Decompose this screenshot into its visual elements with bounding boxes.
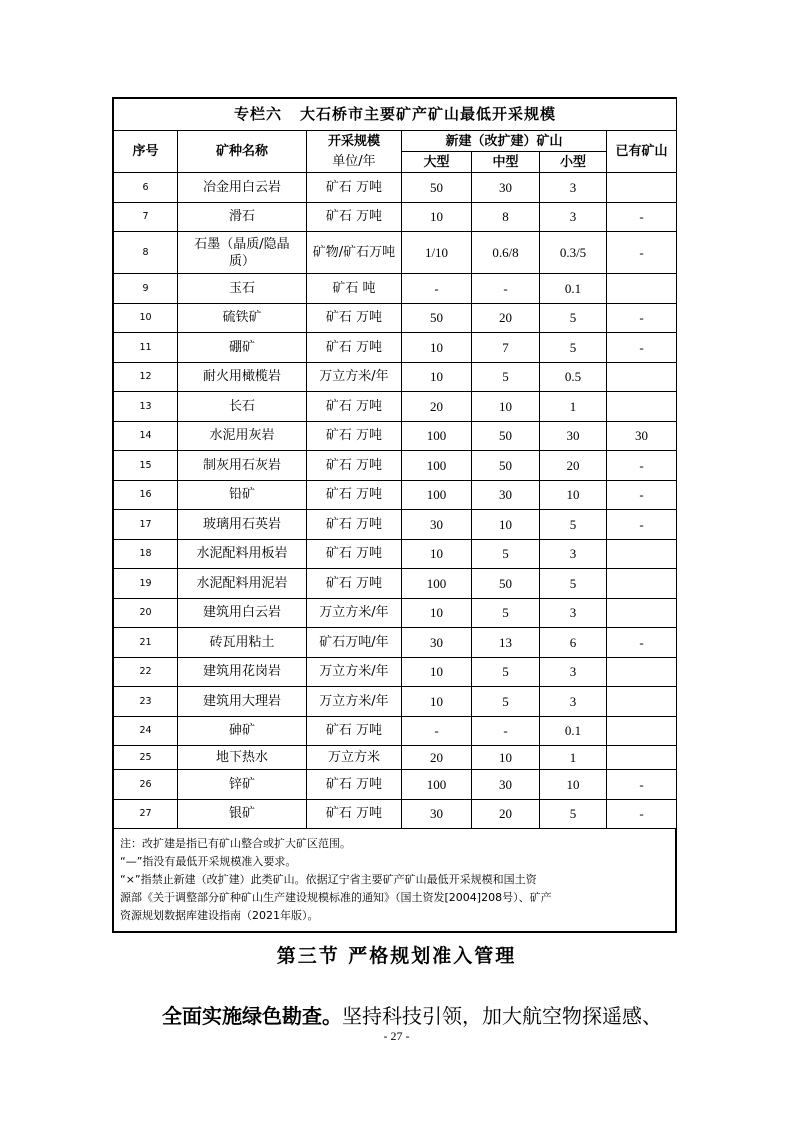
header-large: 大型 [402,152,472,173]
header-scale-line2: 单位/年 [307,152,402,173]
table-row [114,303,677,333]
table-row [114,392,677,422]
cell-no: 11 [114,333,178,363]
cell-medium: 10 [472,392,540,422]
cell-medium: 50 [472,569,540,599]
cell-small: 0.1 [540,716,607,746]
cell-medium: - [472,716,540,746]
cell-mineral-name: 建筑用大理岩 [178,687,307,717]
cell-medium: 13 [472,628,540,658]
note-line: “—”指没有最低开采规模准入要求。 [120,855,297,868]
table-row [114,362,677,392]
table-row [114,202,677,232]
cell-no: 9 [114,274,178,304]
cell-mineral-name: 地下热水 [178,746,307,770]
cell-unit: 矿石 万吨 [307,392,402,422]
table-body [114,173,677,829]
cell-existing [607,362,677,392]
cell-large: 10 [402,598,472,628]
table-row [114,628,677,658]
cell-unit: 矿石 万吨 [307,333,402,363]
table-row [114,451,677,481]
cell-mineral-name: 建筑用花岗岩 [178,657,307,687]
cell-existing: - [607,799,677,829]
cell-medium: 20 [472,303,540,333]
section-title: 第三节 严格规划准入管理 [276,945,517,967]
table-row [114,598,677,628]
cell-medium: 30 [472,173,540,203]
cell-unit: 矿石 万吨 [307,480,402,510]
cell-mineral-name: 硼矿 [178,333,307,363]
paragraph-lead: 全面实施绿色勘查。 [162,1004,342,1028]
cell-unit: 矿石 万吨 [307,716,402,746]
cell-unit: 矿石 万吨 [307,173,402,203]
header-medium: 中型 [472,152,540,173]
cell-medium: 10 [472,746,540,770]
cell-small: 5 [540,303,607,333]
cell-large: 100 [402,770,472,800]
note-line: 资源规划数据库建设指南（2021年版）。 [120,909,319,922]
cell-large: - [402,716,472,746]
cell-existing: - [607,510,677,540]
header-scale-line1: 开采规模 [307,131,402,152]
cell-medium: 5 [472,598,540,628]
cell-large: 30 [402,628,472,658]
cell-large: 100 [402,480,472,510]
cell-mineral-name: 水泥配料用板岩 [178,539,307,569]
cell-small: 5 [540,569,607,599]
note-line: “×”指禁止新建（改扩建）此类矿山。依据辽宁省主要矿产矿山最低开采规模和国土资 [120,873,537,886]
cell-large: - [402,274,472,304]
cell-mineral-name: 锌矿 [178,770,307,800]
cell-mineral-name: 石墨（晶质/隐晶质） [178,232,307,274]
cell-mineral-name: 滑石 [178,202,307,232]
cell-existing [607,173,677,203]
cell-unit: 矿石 万吨 [307,421,402,451]
cell-large: 100 [402,451,472,481]
cell-no: 16 [114,480,178,510]
header-existing: 已有矿山 [607,131,677,173]
cell-no: 24 [114,716,178,746]
cell-small: 5 [540,333,607,363]
cell-no: 22 [114,657,178,687]
cell-unit: 矿石 万吨 [307,510,402,540]
table-row [114,569,677,599]
cell-mineral-name: 水泥用灰岩 [178,421,307,451]
table-row [114,421,677,451]
cell-no: 15 [114,451,178,481]
cell-unit: 矿石 万吨 [307,451,402,481]
cell-mineral-name: 玻璃用石英岩 [178,510,307,540]
table-row [114,510,677,540]
cell-small: 10 [540,770,607,800]
cell-existing: - [607,333,677,363]
cell-small: 5 [540,510,607,540]
cell-existing: - [607,480,677,510]
cell-medium: 5 [472,362,540,392]
mining-scale-table-frame [112,97,677,933]
cell-no: 10 [114,303,178,333]
cell-mineral-name: 水泥配料用泥岩 [178,569,307,599]
cell-unit: 矿石 万吨 [307,569,402,599]
cell-small: 6 [540,628,607,658]
cell-no: 12 [114,362,178,392]
cell-large: 30 [402,510,472,540]
cell-no: 25 [114,746,178,770]
cell-unit: 矿物/矿石万吨 [307,232,402,274]
cell-no: 27 [114,799,178,829]
cell-mineral-name: 制灰用石灰岩 [178,451,307,481]
cell-large: 10 [402,202,472,232]
cell-medium: 5 [472,657,540,687]
cell-no: 14 [114,421,178,451]
table-row [114,799,677,829]
cell-no: 19 [114,569,178,599]
cell-existing [607,569,677,599]
cell-medium: 5 [472,687,540,717]
cell-small: 3 [540,202,607,232]
cell-small: 0.1 [540,274,607,304]
cell-small: 1 [540,392,607,422]
cell-mineral-name: 冶金用白云岩 [178,173,307,203]
table-row [114,746,677,770]
cell-small: 3 [540,657,607,687]
cell-large: 30 [402,799,472,829]
cell-existing: - [607,451,677,481]
cell-large: 100 [402,421,472,451]
cell-large: 50 [402,173,472,203]
cell-existing: - [607,770,677,800]
cell-existing: - [607,303,677,333]
cell-unit: 万立方米/年 [307,657,402,687]
cell-large: 20 [402,392,472,422]
cell-mineral-name: 长石 [178,392,307,422]
cell-large: 1/10 [402,232,472,274]
cell-no: 18 [114,539,178,569]
cell-no: 13 [114,392,178,422]
note-line: 注：改扩建是指已有矿山整合或扩大矿区范围。 [120,837,351,850]
cell-no: 7 [114,202,178,232]
cell-existing [607,274,677,304]
cell-medium: 0.6/8 [472,232,540,274]
cell-existing: - [607,232,677,274]
cell-large: 10 [402,362,472,392]
cell-no: 20 [114,598,178,628]
cell-no: 6 [114,173,178,203]
cell-mineral-name: 铅矿 [178,480,307,510]
header-small: 小型 [540,152,607,173]
cell-large: 10 [402,687,472,717]
cell-unit: 矿石 万吨 [307,770,402,800]
table-row [114,173,677,203]
cell-large: 10 [402,657,472,687]
table-row [114,480,677,510]
cell-unit: 矿石 万吨 [307,202,402,232]
cell-medium: 7 [472,333,540,363]
page-number: - 27 - [383,1029,410,1043]
cell-no: 8 [114,232,178,274]
table-row [114,274,677,304]
cell-medium: 20 [472,799,540,829]
header-new-group: 新建（改扩建）矿山 [402,131,607,152]
cell-existing [607,687,677,717]
cell-no: 17 [114,510,178,540]
table-row [114,687,677,717]
mining-scale-table [113,98,677,829]
cell-existing [607,716,677,746]
cell-no: 26 [114,770,178,800]
cell-medium: 30 [472,770,540,800]
cell-large: 10 [402,539,472,569]
cell-unit: 万立方米 [307,746,402,770]
cell-unit: 矿石 万吨 [307,799,402,829]
cell-existing [607,539,677,569]
cell-small: 0.3/5 [540,232,607,274]
cell-small: 3 [540,539,607,569]
table-row [114,716,677,746]
cell-small: 0.5 [540,362,607,392]
table-row [114,333,677,363]
cell-medium: - [472,274,540,304]
cell-mineral-name: 银矿 [178,799,307,829]
header-seq: 序号 [114,131,178,173]
cell-unit: 万立方米/年 [307,362,402,392]
cell-unit: 矿石 吨 [307,274,402,304]
cell-mineral-name: 耐火用橄榄岩 [178,362,307,392]
cell-unit: 矿石 万吨 [307,303,402,333]
cell-large: 20 [402,746,472,770]
table-caption [114,99,677,131]
cell-small: 3 [540,687,607,717]
note-line: 源部《关于调整部分矿种矿山生产建设规模标准的通知》（国土资发[2004]208号）、矿产 [120,891,552,904]
table-notes [113,829,676,932]
cell-medium: 50 [472,421,540,451]
cell-unit: 万立方米/年 [307,598,402,628]
cell-unit: 万立方米/年 [307,687,402,717]
table-row [114,657,677,687]
paragraph-text: 坚持科技引领，加大航空物探遥感、 [342,1004,662,1028]
cell-mineral-name: 建筑用白云岩 [178,598,307,628]
header-mineral: 矿种名称 [178,131,307,173]
cell-mineral-name: 硫铁矿 [178,303,307,333]
cell-no: 21 [114,628,178,658]
cell-no: 23 [114,687,178,717]
cell-medium: 8 [472,202,540,232]
table-row [114,232,677,274]
cell-existing [607,657,677,687]
cell-large: 10 [402,333,472,363]
table-row [114,770,677,800]
cell-existing [607,598,677,628]
cell-existing: - [607,202,677,232]
cell-existing [607,392,677,422]
cell-unit: 矿石 万吨 [307,539,402,569]
cell-small: 30 [540,421,607,451]
cell-small: 20 [540,451,607,481]
cell-existing [607,746,677,770]
cell-mineral-name: 砖瓦用粘土 [178,628,307,658]
cell-small: 5 [540,799,607,829]
cell-medium: 5 [472,539,540,569]
table-caption-title: 大石桥市主要矿产矿山最低开采规模 [300,105,557,123]
cell-medium: 50 [472,451,540,481]
cell-mineral-name: 砷矿 [178,716,307,746]
table-caption-label: 专栏六 [234,105,283,123]
cell-small: 3 [540,173,607,203]
table-row [114,539,677,569]
cell-existing: 30 [607,421,677,451]
cell-small: 10 [540,480,607,510]
cell-medium: 30 [472,480,540,510]
cell-existing: - [607,628,677,658]
cell-large: 100 [402,569,472,599]
cell-small: 3 [540,598,607,628]
cell-small: 1 [540,746,607,770]
cell-mineral-name: 玉石 [178,274,307,304]
cell-large: 50 [402,303,472,333]
cell-unit: 矿石万吨/年 [307,628,402,658]
body-paragraph [162,1000,662,1029]
cell-medium: 10 [472,510,540,540]
